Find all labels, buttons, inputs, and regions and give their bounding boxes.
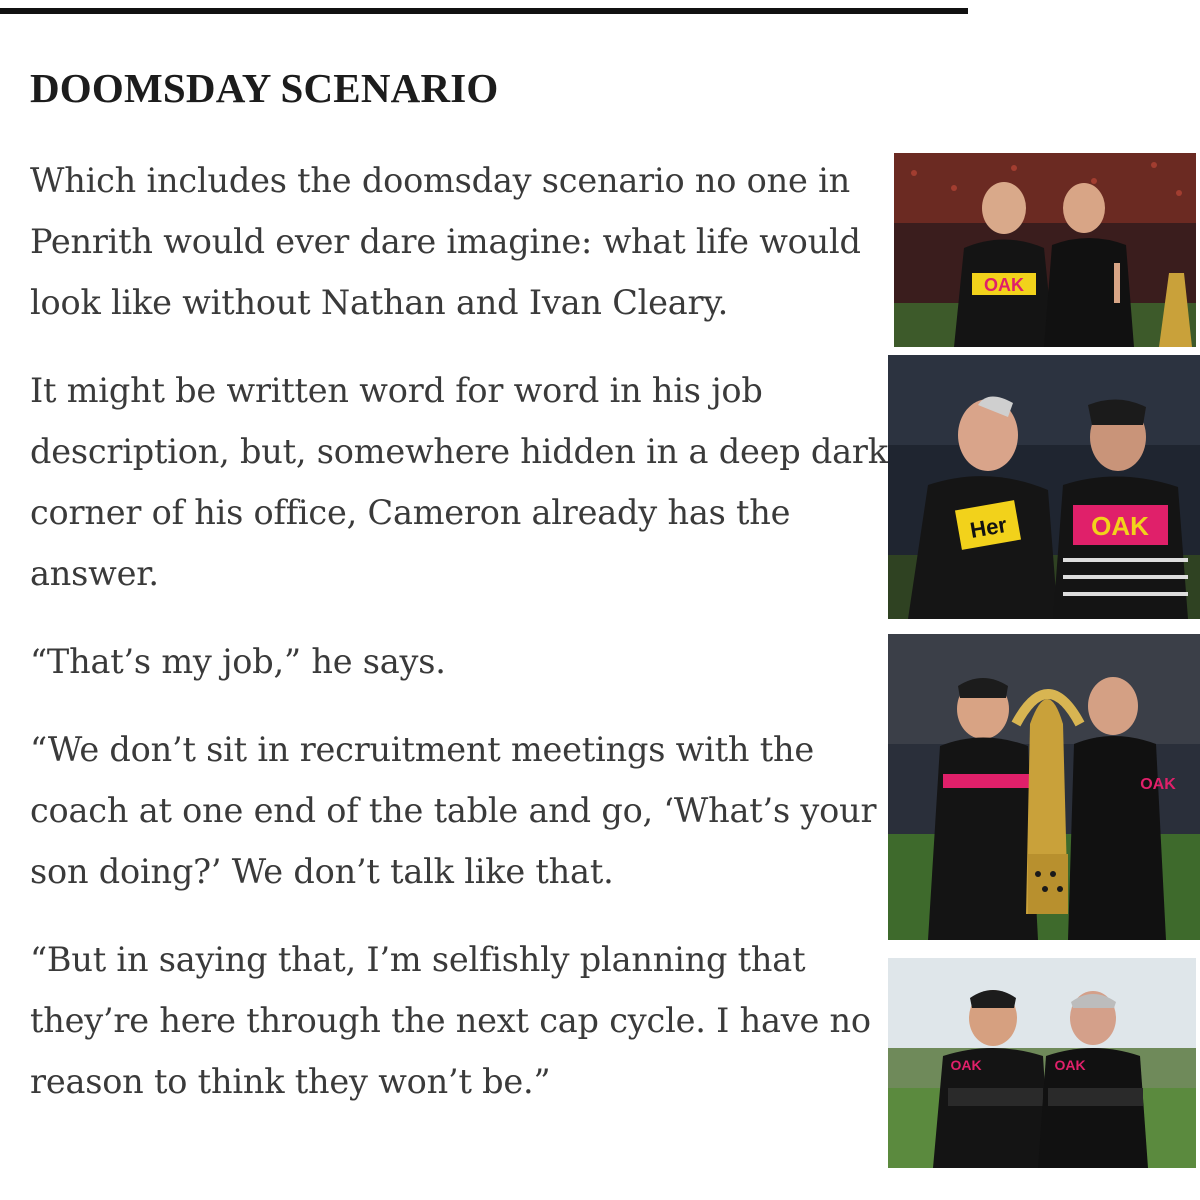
paragraph-3: “That’s my job,” he says. [30, 642, 446, 681]
paragraph-4: “We don’t sit in recruitment meetings with the coach at one end of the table and go, ‘What’s your son doing?’ We don’t talk like that. [30, 730, 877, 891]
paragraph-1: Which includes the doomsday scenario no one in Penrith would ever dare imagine: what life would look like without Nathan and Ivan Cleary. [30, 161, 861, 322]
top-rule [0, 8, 968, 14]
shirt-text-2b: OAK [1091, 511, 1149, 541]
shirt-text-3: OAK [1140, 776, 1176, 793]
photo-arms-crossed [888, 958, 1196, 1168]
paragraph-5: “But in saying that, I’m selfishly planning that they’re here through the next cap cycle. I have no reason to think they won’t be.” [30, 940, 871, 1101]
shirt-text-2a: Her [968, 511, 1009, 543]
article-body [30, 150, 890, 1139]
photo-embrace-field [888, 355, 1200, 619]
shirt-text-4b: OAK [1054, 1057, 1086, 1073]
paragraph-2: It might be written word for word in his job description, but, somewhere hidden in a deep dark corner of his office, Cameron already has the answer. [30, 371, 888, 593]
photo-trophy [888, 634, 1200, 940]
photo-celebration-stadium [894, 153, 1196, 347]
shirt-text-4a: OAK [950, 1057, 982, 1073]
shirt-text-1: OAK [984, 275, 1024, 295]
section-heading: DOOMSDAY SCENARIO [30, 65, 499, 111]
